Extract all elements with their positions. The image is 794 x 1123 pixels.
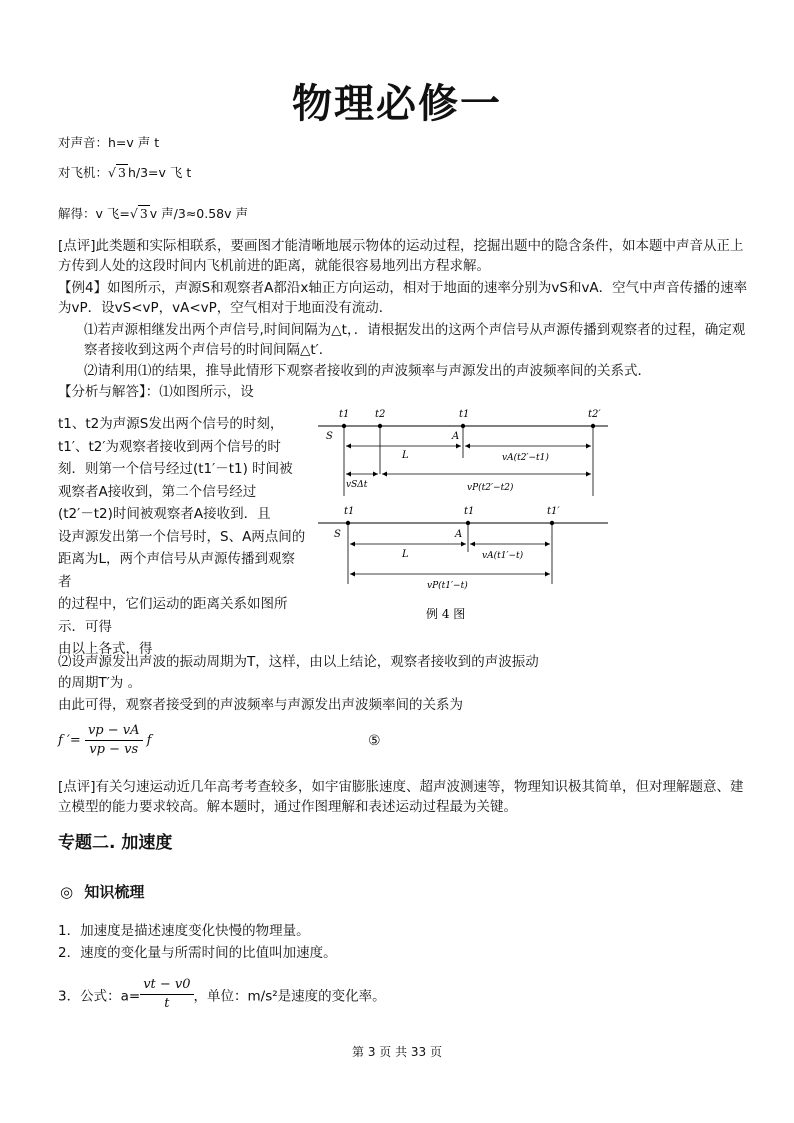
left-line: 观察者A接收到，第二个信号经过	[58, 483, 257, 500]
left-line: 设声源发出第一个信号时，S、A两点间的	[58, 528, 306, 545]
subsection-label: 知识梳理	[84, 883, 145, 901]
fig2-label: vA(t1′−t)	[482, 551, 524, 561]
left-line: 的过程中，它们运动的距离关系如图所	[58, 596, 288, 612]
analysis-left-column	[58, 413, 308, 661]
knowledge-3	[58, 976, 386, 1013]
left-line: 由以上各式，得	[58, 641, 153, 657]
k3-suffix: ，单位：m/s²是速度的变化率。	[193, 988, 386, 1005]
fig2-label: A	[455, 529, 463, 540]
formula-5	[58, 722, 151, 759]
k3-fraction	[140, 976, 193, 1013]
left-line: 示．可得	[58, 618, 112, 635]
comment-1: [点评]此类题和实际相联系，要画图才能清晰地展示物体的运动过程，挖掘出题中的隐含条件，如本题中声音从正上方传到人处的这段时间内飞机前进的距离，就能很容易地列出方程求解。	[58, 238, 744, 274]
fig1-label: t1	[459, 409, 470, 420]
formula-lhs: f ′=	[58, 733, 81, 748]
fig2-label: t1	[344, 506, 355, 517]
sqrt-three-2: √ 3	[129, 206, 148, 221]
k3-numerator: vt − v0	[140, 976, 193, 995]
fig1-label: t1	[339, 409, 350, 420]
example-4: 【例4】如图所示，声源S和观察者A都沿x轴正方向运动，相对于地面的速率分别为vS和vA．空气中声音传播的速率为vP．设vS<vP，vA<vP，空气相对于地面没有流动．	[58, 280, 748, 316]
q2-answer-2: 的周期T′为 。	[58, 675, 142, 691]
left-line: t1′、t2′为观察者接收到两个信号的时	[58, 438, 281, 455]
fig2-label: t1′	[547, 506, 560, 517]
eq-plane-suffix: h/3=v 飞 t	[127, 165, 192, 180]
subsection-heading	[60, 881, 144, 902]
page-title: 物理必修一	[292, 81, 502, 127]
figure-caption: 例 4 图	[426, 607, 466, 621]
knowledge-2: 2．速度的变化量与所需时间的比值叫加速度。	[58, 945, 337, 961]
left-line: 距离为L，两个声信号从声源传播到观察	[58, 551, 296, 567]
eq-sound: 对声音：h=v 声 t	[58, 135, 160, 150]
k3-prefix: 3．公式：a=	[58, 988, 141, 1005]
formula-tag: ⑤	[368, 733, 381, 749]
q2-answer-1: ⑵设声源发出声波的振动周期为T，这样，由以上结论，观察者接收到的声波振动	[58, 654, 539, 670]
fig1-label: L	[402, 450, 409, 461]
fig2-label: vP(t1′−t)	[427, 581, 468, 591]
section-heading: 专题二. 加速度	[58, 833, 173, 853]
point-A-t1	[461, 424, 465, 428]
left-line: 者	[58, 573, 72, 590]
point-t1	[342, 424, 346, 428]
fig1-label: vA(t2′−t1)	[502, 453, 549, 463]
eq-plane	[58, 163, 191, 183]
question-1: ⑴若声源相继发出两个声信号,时间间隔为△t，．请根据发出的这两个声信号从声源传播到观察者的过程，确定观察者接收到这两个声信号的时间间隔△t′．	[84, 322, 746, 358]
formula-denominator: vp − vs	[89, 742, 139, 757]
eq-solve	[58, 204, 248, 224]
eq-solve-prefix: 解得：v 飞=	[58, 206, 130, 221]
formula-fraction	[85, 722, 143, 759]
fig1-label: t2	[375, 409, 386, 420]
formula-numerator: vp − vA	[85, 722, 143, 741]
eq-plane-prefix: 对飞机：	[58, 165, 109, 180]
point-t1p	[550, 521, 554, 525]
sqrt-three: √ 3	[108, 165, 126, 180]
k3-denominator: t	[164, 996, 170, 1011]
eq-solve-suffix: v 声/3≈0.58v 声	[149, 206, 248, 221]
fig2-label: S	[334, 529, 341, 540]
page-footer: 第 3 页 共 33 页	[352, 1045, 442, 1059]
analysis-heading: 【分析与解答】：⑴如图所示，设	[58, 384, 254, 400]
point-t2p	[591, 424, 595, 428]
knowledge-1: 1．加速度是描述速度变化快慢的物理量。	[58, 923, 310, 939]
left-line: (t2′－t2)时间被观察者A接收到．且	[58, 506, 271, 522]
point-t1	[346, 521, 350, 525]
fig2-label: L	[402, 549, 409, 560]
comment-2: [点评]有关匀速运动近几年高考考查较多，如宇宙膨胀速度、超声波测速等，物理知识极其简单，但对理解题意、建立模型的能力要求较高。解本题时，通过作图理解和表述运动过程最为关键。	[58, 779, 744, 815]
point-t2	[378, 424, 382, 428]
fig1-label: S	[326, 431, 333, 442]
fig1-label: vP(t2′−t2)	[467, 483, 514, 493]
example-4-figure	[312, 402, 612, 627]
target-icon: ◎	[60, 883, 74, 901]
fig2-label: t1	[464, 506, 475, 517]
fig1-label: t2′	[588, 409, 601, 420]
point-A-t1	[466, 521, 470, 525]
fig1-label: A	[452, 431, 460, 442]
left-line: t1、t2为声源S发出两个信号的时刻，	[58, 416, 284, 432]
question-2: ⑵请利用⑴的结果，推导此情形下观察者接收到的声波频率与声源发出的声波频率间的关系式．	[84, 363, 651, 379]
formula-f: f	[146, 733, 152, 748]
fig1-label: vSΔt	[346, 480, 368, 490]
left-line: 刻．则第一个信号经过(t1′－t1) 时间被	[58, 461, 293, 477]
q2-answer-3: 由此可得，观察者接受到的声波频率与声源发出声波频率间的关系为	[58, 697, 463, 713]
